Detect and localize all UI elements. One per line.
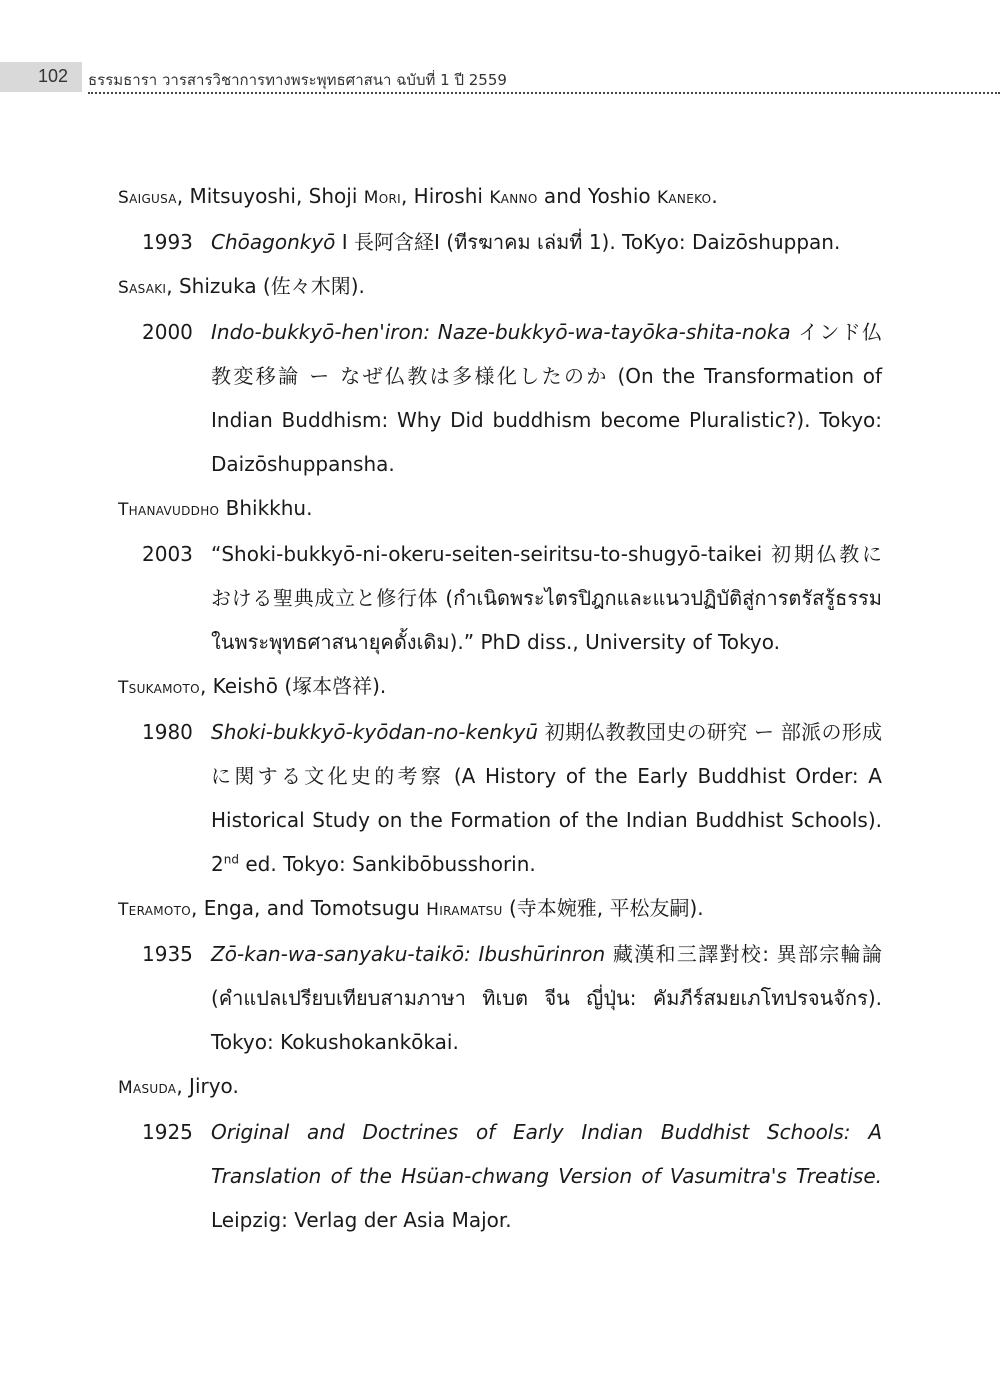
author-text: Teramoto xyxy=(118,900,192,920)
reference-entry xyxy=(118,532,882,664)
entry-year: 1925 xyxy=(142,1120,193,1144)
author-text: Kanno xyxy=(489,188,538,208)
author-text: , Shizuka (佐々木閑). xyxy=(166,274,365,298)
author-text: Tsukamoto xyxy=(118,678,200,698)
author-text: , Enga, and Tomotsugu xyxy=(191,896,427,920)
author-text: , Keishō (塚本啓祥). xyxy=(199,674,387,698)
reference-entry xyxy=(118,1110,882,1242)
entry-text: インド仏教変移論 ー なぜ仏教は多様化したのか (On the Transformation of Indian Buddhism: Why Did buddhism become Pluralistic?). Tokyo: Daizōshuppansha. xyxy=(211,320,883,476)
entry-text: I 長阿含経I (ทีรฆาคม เล่มที่ 1). ToKyo: Daizōshuppan. xyxy=(335,230,841,254)
reference-author xyxy=(118,486,882,532)
entry-year: 1980 xyxy=(142,720,193,744)
entry-title: Shoki-bukkyō-kyōdan-no-kenkyū xyxy=(211,720,539,744)
reference-author xyxy=(118,1064,882,1110)
author-text: . xyxy=(711,184,718,208)
entry-text: 藏漢和三譯對校: 異部宗輪論 (คำแปลเปรียบเทียบสามภาษา ทิเบต จีน ญี่ปุ่น: คัมภีร์สมยเภโทปรจนจักร). Tokyo: Kokushokankōkai. xyxy=(211,942,882,1054)
entry-text: “Shoki-bukkyō-ni-okeru-seiten-seiritsu-to-shugyō-taikei 初期仏教における聖典成立と修行体 (กำเนิดพระไตรปิฎกและแนวปฏิบัติสู่การตรัสรู้ธรรมในพระพุทธศาสนายุคดั้งเดิม).” PhD diss., University of Tokyo. xyxy=(211,542,882,654)
author-text: Saigusa xyxy=(118,188,177,208)
author-text: , Jiryo. xyxy=(176,1074,239,1098)
reference-entry xyxy=(118,710,882,886)
entry-year: 1935 xyxy=(142,942,193,966)
author-text: Hiramatsu xyxy=(426,900,503,920)
entry-year: 1993 xyxy=(142,230,193,254)
entry-text: Leipzig: Verlag der Asia Major. xyxy=(211,1208,512,1232)
author-text: and Yoshio xyxy=(537,184,657,208)
bibliography xyxy=(118,174,882,1242)
running-title: ธรรมธารา วารสารวิชาการทางพระพุทธศาสนา ฉบับที่ 1 ปี 2559 xyxy=(88,70,1000,94)
entry-text: 初期仏教教団史の研究 ー 部派の形成に関する文化史的考察 (A History of the Early Buddhist Order: A Historical Study on the Formation of the Indian Buddhist Schools). 2 xyxy=(211,720,882,876)
reference-author xyxy=(118,174,882,220)
reference-entry xyxy=(118,310,882,486)
entry-text: ed. Tokyo: Sankibōbusshorin. xyxy=(238,852,536,876)
reference-author xyxy=(118,264,882,310)
entry-title: Original and Doctrines of Early Indian Buddhist Schools: A Translation of the Hsüan-chwang Version of Vasumitra's Treatise. xyxy=(211,1120,882,1188)
entry-superscript: nd xyxy=(223,852,239,867)
author-text: Sasaki xyxy=(118,278,167,298)
reference-entry xyxy=(118,932,882,1064)
author-text: Bhikkhu. xyxy=(219,496,313,520)
page-number: 102 xyxy=(38,66,69,86)
author-text: Kaneko xyxy=(656,188,712,208)
entry-year: 2000 xyxy=(142,320,193,344)
entry-title: Indo-bukkyō-hen'iron: Naze-bukkyō-wa-tayōka-shita-noka xyxy=(211,320,791,344)
author-text: Masuda xyxy=(118,1078,177,1098)
author-text: Thanavuddho xyxy=(118,500,220,520)
author-text: , Mitsuyoshi, Shoji xyxy=(176,184,364,208)
reference-author xyxy=(118,886,882,932)
entry-year: 2003 xyxy=(142,542,193,566)
reference-author xyxy=(118,664,882,710)
entry-title: Chōagonkyō xyxy=(211,230,336,254)
author-text: (寺本婉雅, 平松友嗣). xyxy=(502,896,704,920)
entry-title: Zō-kan-wa-sanyaku-taikō: Ibushūrinron xyxy=(211,942,606,966)
reference-entry xyxy=(118,220,882,264)
author-text: , Hiroshi xyxy=(400,184,490,208)
author-text: Mori xyxy=(363,188,401,208)
